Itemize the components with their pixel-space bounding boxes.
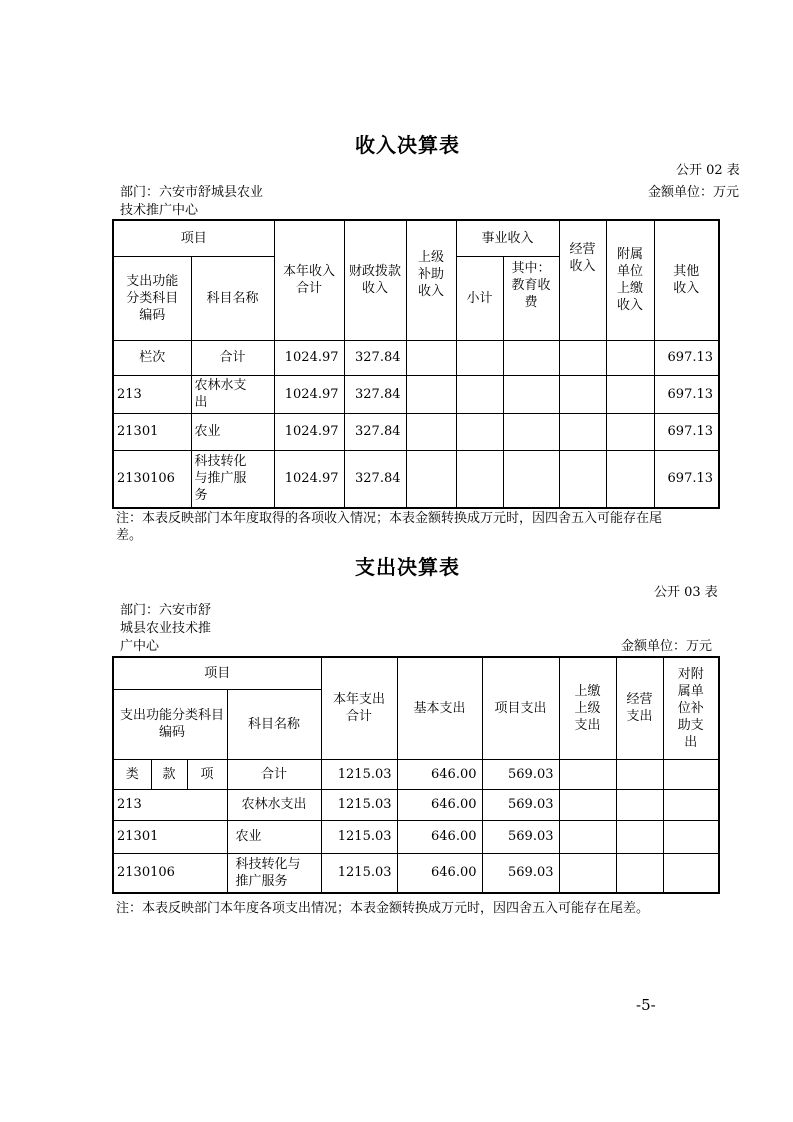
income-dept-line2: 技术推广中心 [120, 203, 199, 218]
expense-header-paid-up: 上缴上级支出 [559, 657, 616, 759]
income-header-func-code: 支出功能分类科目编码 [113, 256, 191, 340]
row-name: 科技转化与推广服务 [227, 853, 321, 893]
expense-header-project: 项目支出 [482, 657, 559, 759]
row-other: 697.13 [654, 375, 719, 413]
expense-unit: 金额单位：万元 [621, 639, 713, 654]
expense-header-subsidy: 对附属单位补助支出 [663, 657, 719, 759]
income-dept-line1: 部门：六安市舒城县农业 [120, 185, 264, 200]
expense-dept-line3: 广中心 [120, 639, 160, 654]
header-lei: 类 [113, 759, 151, 789]
row-other: 697.13 [654, 413, 719, 450]
row-other: 697.13 [654, 450, 719, 508]
expense-title: 支出决算表 [355, 555, 460, 579]
table-row [113, 759, 719, 789]
table-row [113, 413, 719, 450]
row-name: 科技转化与推广服务 [191, 450, 274, 508]
income-header-affiliated: 附属单位上缴收入 [606, 220, 654, 340]
row-basic: 646.00 [397, 853, 482, 893]
income-header-subtotal: 小计 [456, 256, 503, 340]
income-header-fiscal: 财政拨款收入 [344, 220, 406, 340]
table-row [113, 340, 719, 375]
expense-table-no: 公开 03 表 [654, 585, 718, 600]
row-code: 21301 [113, 413, 191, 450]
row-total: 1215.03 [321, 759, 397, 789]
row-name: 农林水支出 [227, 789, 321, 820]
row-code: 213 [113, 375, 191, 413]
row-total: 1024.97 [274, 375, 344, 413]
page-number: -5- [636, 996, 656, 1014]
row-project: 569.03 [482, 759, 559, 789]
expense-header-subject-name: 科目名称 [227, 689, 321, 759]
expense-table [112, 656, 720, 894]
expense-dept-line2: 城县农业技术推 [120, 621, 212, 636]
row-project: 569.03 [482, 789, 559, 820]
expense-header-operating: 经营支出 [616, 657, 663, 759]
expense-header-basic: 基本支出 [397, 657, 482, 759]
row-basic: 646.00 [397, 789, 482, 820]
table-row [113, 789, 719, 820]
income-header-total: 本年收入合计 [274, 220, 344, 340]
row-total: 1024.97 [274, 450, 344, 508]
income-header-operating: 经营收入 [559, 220, 606, 340]
income-header-career: 事业收入 [456, 220, 559, 256]
expense-header-item: 项目 [113, 657, 321, 689]
row-code: 21301 [113, 820, 227, 853]
income-header-edu-text: 其中：教育收费 [503, 280, 559, 340]
row-name: 合计 [191, 340, 274, 375]
table-row [113, 375, 719, 413]
row-project: 569.03 [482, 820, 559, 853]
income-header-other: 其他收入 [654, 220, 719, 340]
expense-note: 注：本表反映部门本年度各项支出情况；本表金额转换成万元时，因四舍五入可能存在尾差。 [116, 901, 650, 916]
header-kuan: 款 [151, 759, 187, 789]
income-table-no: 公开 02 表 [676, 163, 740, 178]
row-total: 1215.03 [321, 853, 397, 893]
row-name: 合计 [227, 759, 321, 789]
row-total: 1024.97 [274, 413, 344, 450]
row-total: 1215.03 [321, 789, 397, 820]
income-unit: 金额单位：万元 [648, 185, 740, 200]
income-header-superior: 上级补助收入 [406, 220, 456, 340]
row-name: 农林水支出 [191, 375, 274, 413]
income-header-item: 项目 [113, 220, 274, 256]
table-row [113, 450, 719, 508]
row-project: 569.03 [482, 853, 559, 893]
row-code: 2130106 [113, 450, 191, 508]
row-code: 栏次 [113, 340, 191, 375]
table-row [113, 853, 719, 893]
income-header-subject-name: 科目名称 [191, 256, 274, 340]
row-other: 697.13 [654, 340, 719, 375]
table-row [113, 820, 719, 853]
income-title: 收入决算表 [355, 133, 460, 157]
row-total: 1024.97 [274, 340, 344, 375]
row-name: 农业 [191, 413, 274, 450]
expense-dept-line1: 部门：六安市舒 [120, 603, 212, 618]
row-code: 2130106 [113, 853, 227, 893]
expense-header-total: 本年支出合计 [321, 657, 397, 759]
income-note: 注：本表反映部门本年度取得的各项收入情况；本表金额转换成万元时，因四舍五入可能存在尾差。 [116, 511, 663, 543]
row-fiscal: 327.84 [344, 413, 406, 450]
row-total: 1215.03 [321, 820, 397, 853]
row-code: 213 [113, 789, 227, 820]
row-name: 农业 [227, 820, 321, 853]
header-xiang: 项 [187, 759, 227, 789]
expense-header-func-code: 支出功能分类科目编码 [113, 689, 227, 759]
row-basic: 646.00 [397, 820, 482, 853]
row-basic: 646.00 [397, 759, 482, 789]
row-fiscal: 327.84 [344, 340, 406, 375]
row-fiscal: 327.84 [344, 450, 406, 508]
income-table [112, 219, 720, 509]
row-fiscal: 327.84 [344, 375, 406, 413]
